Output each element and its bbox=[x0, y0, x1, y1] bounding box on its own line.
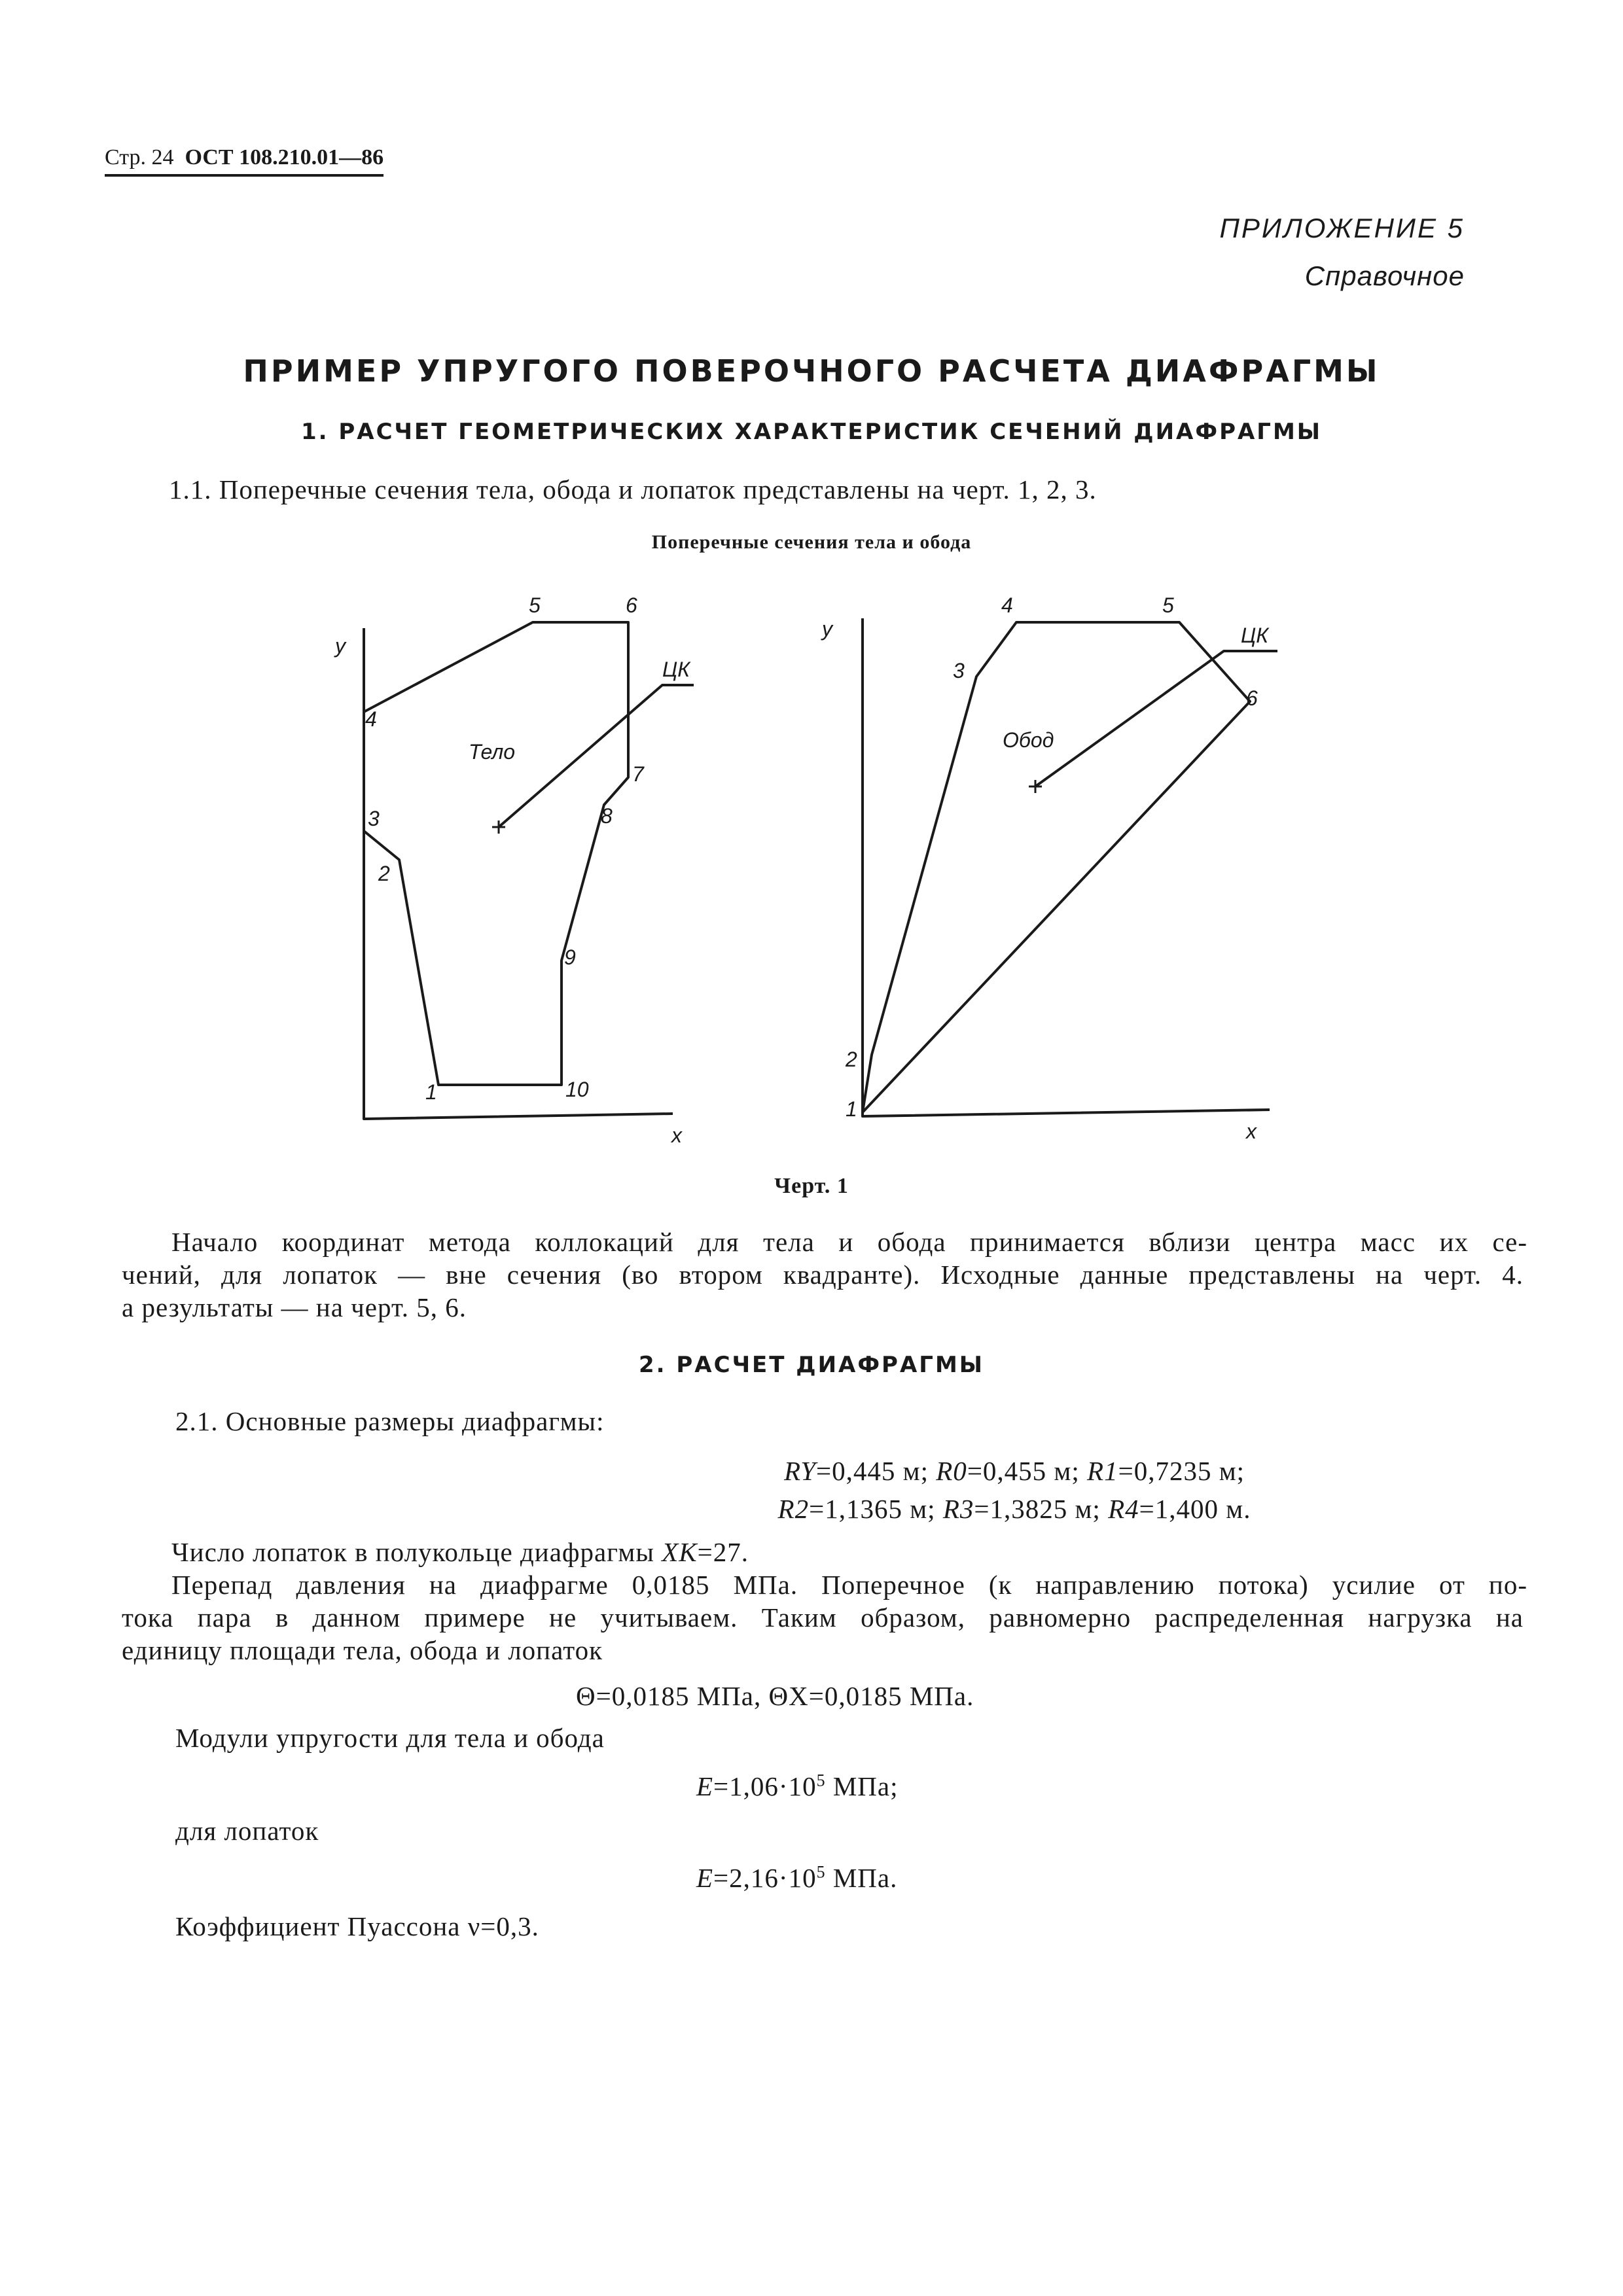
blades-intro: для лопаток bbox=[175, 1816, 319, 1846]
modulus-var: E bbox=[696, 1771, 714, 1801]
rim-outline bbox=[863, 622, 1250, 1112]
poisson-ratio: Коэффициент Пуассона ν=0,3. bbox=[175, 1911, 539, 1941]
pressure-paragraph-line-1: Перепад давления на диафрагме 0,0185 МПа. Поперечное (к направлению потока) усилие от по- bbox=[171, 1570, 1527, 1600]
dimension-value: =1,1365 м; bbox=[809, 1494, 936, 1524]
body-point-label: 9 bbox=[564, 945, 576, 969]
pressure-paragraph-line-2: тока пара в данном примере не учитываем. Таким образом, равномерно распределенная нагрузка на bbox=[122, 1602, 1524, 1633]
appendix-label: ПРИЛОЖЕНИЕ 5 bbox=[1219, 213, 1465, 243]
figure-caption: Черт. 1 bbox=[774, 1174, 849, 1198]
blades-count-value: =27. bbox=[697, 1537, 749, 1567]
rim-point-label: 3 bbox=[953, 659, 965, 682]
modulus-unit: МПа; bbox=[825, 1771, 899, 1801]
dimensions-line-2 bbox=[537, 1493, 1492, 1525]
body-point-label: 7 bbox=[632, 762, 644, 786]
paragraph-1-1: 1.1. Поперечные сечения тела, обода и лопаток представлены на черт. 1, 2, 3. bbox=[169, 474, 1097, 504]
dimension-name: R2 bbox=[777, 1494, 810, 1524]
modulus-body-formula bbox=[696, 1771, 898, 1802]
rim-axis-y-label: y bbox=[822, 617, 832, 641]
origin-paragraph-line-3: а результаты — на черт. 5, 6. bbox=[122, 1292, 467, 1322]
load-formula: Θ=0,0185 МПа, ΘX=0,0185 МПа. bbox=[576, 1681, 974, 1711]
dimension-value: =1,3825 м; bbox=[974, 1494, 1101, 1524]
section-1-heading: 1. РАСЧЕТ ГЕОМЕТРИЧЕСКИХ ХАРАКТЕРИСТИК СЕЧЕНИЙ ДИАФРАГМЫ bbox=[300, 419, 1323, 445]
body-axis-y-label: y bbox=[335, 634, 346, 658]
figure-title: Поперечные сечения тела и обода bbox=[651, 531, 972, 553]
dimension-name: R3 bbox=[942, 1494, 974, 1524]
body-point-label: 10 bbox=[565, 1078, 589, 1101]
dimension-name: R1 bbox=[1087, 1456, 1118, 1486]
origin-paragraph-line-1: Начало координат метода коллокаций для тела и обода принимается вблизи центра масс их се- bbox=[171, 1227, 1527, 1257]
body-point-label: 1 bbox=[425, 1080, 437, 1104]
body-ck-line bbox=[499, 685, 694, 827]
blades-count-var: XK bbox=[662, 1537, 698, 1567]
pressure-paragraph-line-3: единицу площади тела, обода и лопаток bbox=[122, 1635, 603, 1665]
rim-ck-line bbox=[1035, 651, 1277, 786]
modulus-unit: МПа. bbox=[825, 1863, 898, 1893]
origin-paragraph-line-2: чений, для лопаток — вне сечения (во втором квадранте). Исходные данные представлены на черт. 4. bbox=[122, 1260, 1524, 1290]
body-point-label: 2 bbox=[378, 862, 390, 885]
body-ck-label: ЦК bbox=[662, 658, 690, 681]
page-number: Стр. 24 bbox=[105, 145, 174, 169]
body-outline bbox=[364, 622, 628, 1085]
paragraph-2-1: 2.1. Основные размеры диафрагмы: bbox=[175, 1406, 605, 1436]
blades-count-text: Число лопаток в полукольце диафрагмы bbox=[171, 1537, 662, 1567]
rim-point-label: 2 bbox=[846, 1048, 857, 1071]
modulus-mantissa: =1,06·10 bbox=[713, 1771, 817, 1801]
dimension-value: =1,400 м. bbox=[1139, 1494, 1251, 1524]
section-2-heading: 2. РАСЧЕТ ДИАФРАГМЫ bbox=[638, 1352, 985, 1378]
dimension-value: =0,445 м; bbox=[816, 1456, 929, 1486]
dimension-name: R0 bbox=[936, 1456, 967, 1486]
dimensions-line-1 bbox=[537, 1455, 1492, 1487]
rim-point-label: 4 bbox=[1001, 593, 1013, 617]
modulus-exp: 5 bbox=[816, 1862, 826, 1882]
rim-point-label: 1 bbox=[846, 1097, 857, 1121]
modulus-exp: 5 bbox=[816, 1771, 826, 1790]
body-point-label: 8 bbox=[601, 804, 613, 828]
body-y-axis bbox=[364, 628, 673, 1119]
body-region-label: Тело bbox=[469, 740, 516, 764]
rim-point-label: 6 bbox=[1246, 686, 1258, 710]
dimension-name: R4 bbox=[1108, 1494, 1139, 1524]
dimension-name: RY bbox=[783, 1456, 817, 1486]
modulus-var: E bbox=[696, 1863, 714, 1893]
body-point-label: 6 bbox=[626, 593, 637, 617]
page-title: ПРИМЕР УПРУГОГО ПОВЕРОЧНОГО РАСЧЕТА ДИАФРАГМЫ bbox=[243, 353, 1380, 389]
modulus-mantissa: =2,16·10 bbox=[713, 1863, 817, 1893]
rim-ck-label: ЦК bbox=[1241, 624, 1269, 647]
standard-code: ОСТ 108.210.01—86 bbox=[185, 145, 384, 169]
rim-axis-x-label: x bbox=[1246, 1120, 1257, 1143]
body-point-label: 3 bbox=[368, 807, 380, 830]
body-point-label: 5 bbox=[529, 593, 541, 617]
body-point-label: 4 bbox=[365, 707, 377, 731]
appendix-type: Справочное bbox=[1304, 260, 1465, 291]
dimension-value: =0,7235 м; bbox=[1118, 1456, 1245, 1486]
blades-count-line bbox=[171, 1536, 749, 1568]
rim-region-label: Обод bbox=[1003, 728, 1054, 752]
dimension-value: =0,455 м; bbox=[967, 1456, 1080, 1486]
modulus-intro: Модули упругости для тела и обода bbox=[175, 1723, 605, 1753]
modulus-blades-formula bbox=[696, 1862, 897, 1894]
body-axis-x-label: x bbox=[671, 1123, 682, 1147]
rim-point-label: 5 bbox=[1162, 593, 1174, 617]
